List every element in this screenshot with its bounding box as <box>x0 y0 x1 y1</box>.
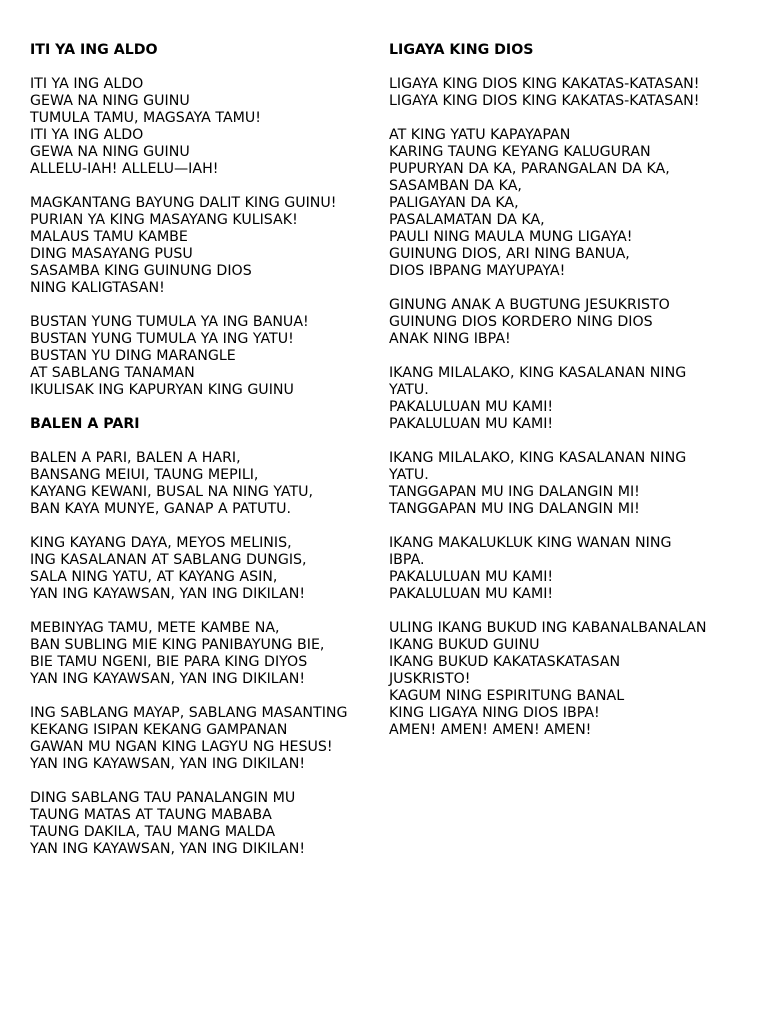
lyric-line: TAUNG DAKILA, TAU MANG MALDA <box>30 824 276 840</box>
lyric-line: SALA NING YATU, AT KAYANG ASIN, <box>30 569 278 585</box>
lyric-line: PAKALULUAN MU KAMI! <box>389 416 554 432</box>
lyric-line: KEKANG ISIPAN KEKANG GAMPANAN <box>30 722 288 738</box>
lyric-line: PURIAN YA KING MASAYANG KULISAK! <box>30 212 298 228</box>
left-column <box>30 42 380 858</box>
stanza <box>389 127 749 280</box>
stanza <box>30 620 380 688</box>
lyric-line: GAWAN MU NGAN KING LAGYU NG HESUS! <box>30 739 333 755</box>
lyric-line: PAKALULUAN MU KAMI! <box>389 399 554 415</box>
lyric-line: ITI YA ING ALDO <box>30 76 144 92</box>
lyric-line: PALIGAYAN DA KA, <box>389 195 519 211</box>
lyric-line: MEBINYAG TAMU, METE KAMBE NA, <box>30 620 280 636</box>
lyric-line: IKANG BUKUD KAKATASKATASAN <box>389 654 621 670</box>
lyric-line: GEWA NA NING GUINU <box>30 93 190 109</box>
stanza <box>389 450 749 518</box>
stanza <box>30 705 380 773</box>
lyric-line: YAN ING KAYAWSAN, YAN ING DIKILAN! <box>30 586 306 602</box>
lyric-line: YAN ING KAYAWSAN, YAN ING DIKILAN! <box>30 756 306 772</box>
lyric-line: IKULISAK ING KAPURYAN KING GUINU <box>30 382 294 398</box>
lyric-line: GINUNG ANAK A BUGTUNG JESUKRISTO <box>389 297 670 313</box>
lyric-line: KING KAYANG DAYA, MEYOS MELINIS, <box>30 535 292 551</box>
lyric-line: TAUNG MATAS AT TAUNG MABABA <box>30 807 272 823</box>
lyric-line: IKANG MAKALUKLUK KING WANAN NING <box>389 535 672 551</box>
lyric-line: IKANG MILALAKO, KING KASALANAN NING <box>389 365 687 381</box>
stanza <box>389 76 749 110</box>
song-title: LIGAYA KING DIOS <box>389 42 534 58</box>
lyric-line: PAULI NING MAULA MUNG LIGAYA! <box>389 229 633 245</box>
song-section <box>389 42 749 739</box>
lyric-line: LIGAYA KING DIOS KING KAKATAS-KATASAN! <box>389 93 700 109</box>
stanza <box>389 297 749 348</box>
lyric-line: DING SABLANG TAU PANALANGIN MU <box>30 790 296 806</box>
lyric-line: BAN SUBLING MIE KING PANIBAYUNG BIE, <box>30 637 325 653</box>
song-title: BALEN A PARI <box>30 416 140 432</box>
stanza <box>30 314 380 399</box>
stanza <box>30 76 380 178</box>
lyric-line: TANGGAPAN MU ING DALANGIN MI! <box>389 501 640 517</box>
lyric-line: DING MASAYANG PUSU <box>30 246 193 262</box>
lyric-line: KARING TAUNG KEYANG KALUGURAN <box>389 144 651 160</box>
stanza <box>30 790 380 858</box>
lyric-line: BIE TAMU NGENI, BIE PARA KING DIYOS <box>30 654 308 670</box>
stanza <box>389 365 749 433</box>
lyric-line: DIOS IBPANG MAYUPAYA! <box>389 263 566 279</box>
lyric-line: BUSTAN YU DING MARANGLE <box>30 348 236 364</box>
lyric-line: ANAK NING IBPA! <box>389 331 511 347</box>
stanza <box>30 450 380 518</box>
lyric-line: LIGAYA KING DIOS KING KAKATAS-KATASAN! <box>389 76 700 92</box>
lyric-line: ITI YA ING ALDO <box>30 127 144 143</box>
stanza <box>389 535 749 603</box>
lyric-line: AT SABLANG TANAMAN <box>30 365 195 381</box>
lyric-line: SASAMBA KING GUINUNG DIOS <box>30 263 252 279</box>
lyric-line: GEWA NA NING GUINU <box>30 144 190 160</box>
lyric-line: ULING IKANG BUKUD ING KABANALBANALAN <box>389 620 707 636</box>
lyric-line: BANSANG MEIUI, TAUNG MEPILI, <box>30 467 259 483</box>
lyric-line: TANGGAPAN MU ING DALANGIN MI! <box>389 484 640 500</box>
stanza <box>30 535 380 603</box>
lyric-line: BUSTAN YUNG TUMULA YA ING BANUA! <box>30 314 309 330</box>
lyric-line: ING SABLANG MAYAP, SABLANG MASANTING <box>30 705 348 721</box>
lyric-line: PASALAMATAN DA KA, <box>389 212 545 228</box>
lyric-line: YATU. <box>389 467 429 483</box>
right-column <box>389 42 749 739</box>
lyric-line: MALAUS TAMU KAMBE <box>30 229 188 245</box>
song-section <box>30 42 380 399</box>
lyric-line: KAGUM NING ESPIRITUNG BANAL <box>389 688 625 704</box>
lyric-line: YAN ING KAYAWSAN, YAN ING DIKILAN! <box>30 841 306 857</box>
lyric-line: SASAMBAN DA KA, <box>389 178 522 194</box>
lyric-line: JUSKRISTO! <box>389 671 471 687</box>
lyric-line: IKANG MILALAKO, KING KASALANAN NING <box>389 450 687 466</box>
lyric-line: TUMULA TAMU, MAGSAYA TAMU! <box>30 110 261 126</box>
lyric-line: ING KASALANAN AT SABLANG DUNGIS, <box>30 552 307 568</box>
lyric-line: IBPA. <box>389 552 425 568</box>
stanza <box>30 195 380 297</box>
lyric-line: GUINUNG DIOS, ARI NING BANUA, <box>389 246 630 262</box>
lyric-line: PAKALULUAN MU KAMI! <box>389 586 554 602</box>
lyric-line: BAN KAYA MUNYE, GANAP A PATUTU. <box>30 501 292 517</box>
stanza <box>389 620 749 739</box>
song-section <box>30 416 380 858</box>
lyric-line: YAN ING KAYAWSAN, YAN ING DIKILAN! <box>30 671 306 687</box>
lyric-line: BALEN A PARI, BALEN A HARI, <box>30 450 241 466</box>
lyric-line: BUSTAN YUNG TUMULA YA ING YATU! <box>30 331 294 347</box>
lyric-line: ALLELU-IAH! ALLELU—IAH! <box>30 161 219 177</box>
lyric-line: PAKALULUAN MU KAMI! <box>389 569 554 585</box>
lyric-line: YATU. <box>389 382 429 398</box>
lyric-line: PUPURYAN DA KA, PARANGALAN DA KA, <box>389 161 670 177</box>
lyric-line: AT KING YATU KAPAYAPAN <box>389 127 571 143</box>
lyric-line: IKANG BUKUD GUINU <box>389 637 540 653</box>
lyric-line: KAYANG KEWANI, BUSAL NA NING YATU, <box>30 484 314 500</box>
lyric-line: GUINUNG DIOS KORDERO NING DIOS <box>389 314 653 330</box>
song-title: ITI YA ING ALDO <box>30 42 158 58</box>
lyric-line: KING LIGAYA NING DIOS IBPA! <box>389 705 600 721</box>
lyric-line: AMEN! AMEN! AMEN! AMEN! <box>389 722 592 738</box>
lyric-line: NING KALIGTASAN! <box>30 280 165 296</box>
lyric-line: MAGKANTANG BAYUNG DALIT KING GUINU! <box>30 195 337 211</box>
